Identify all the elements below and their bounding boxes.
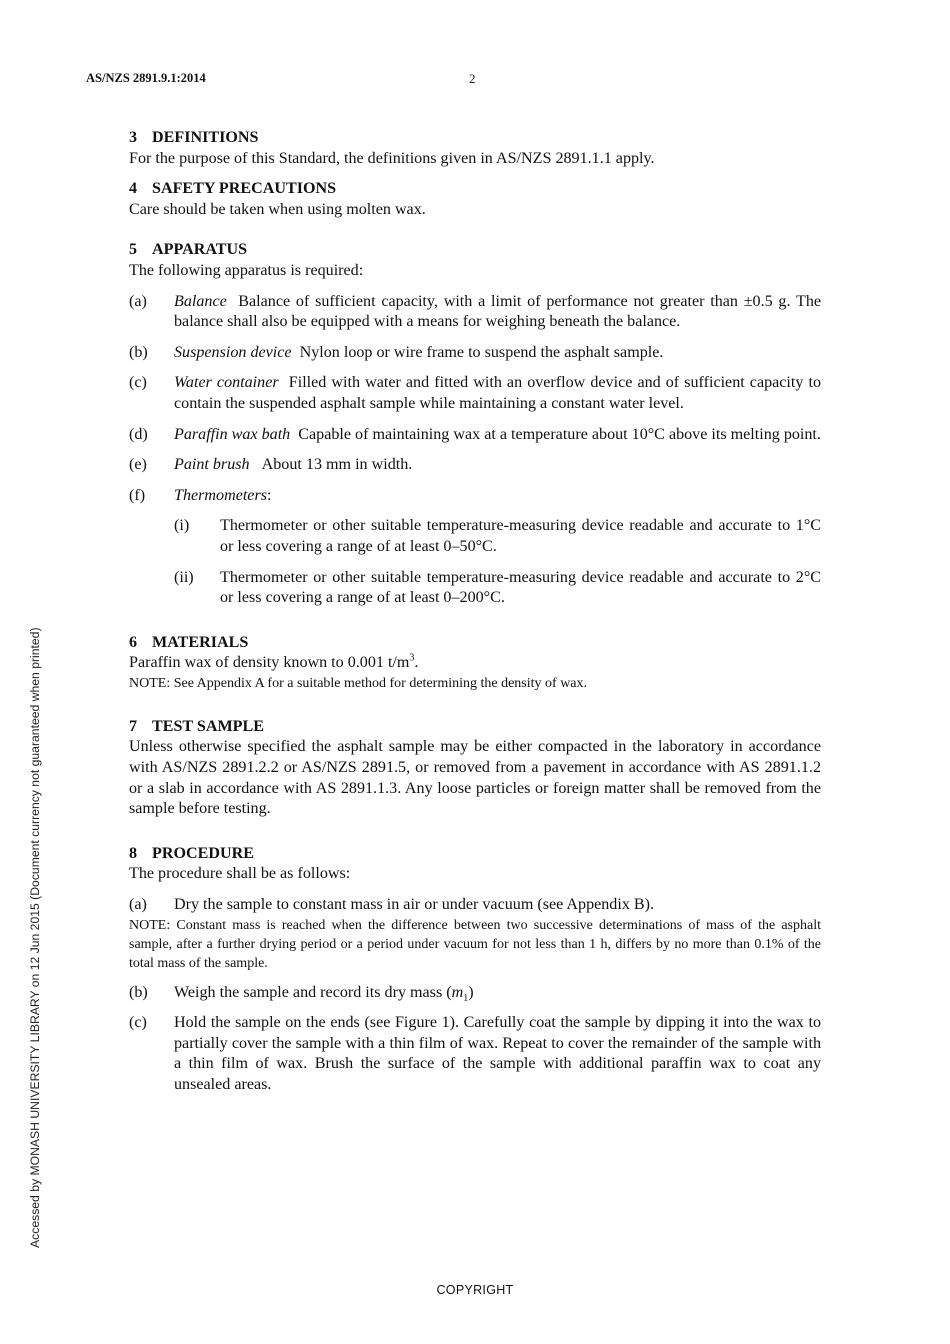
item-label: (f) <box>129 486 146 504</box>
item-body <box>174 455 821 476</box>
sub-item-text: Thermometer or other suitable temperature-measuring device readable and accurate to 1°C or less covering a range of at least 0–50°C. <box>220 517 821 555</box>
item-term: Balance <box>174 292 227 310</box>
item-label: (e) <box>129 456 147 474</box>
list-item <box>129 343 821 364</box>
sub-item-label: (ii) <box>174 568 194 586</box>
section-heading <box>129 128 821 149</box>
item-text: Weigh the sample and record its dry mass ( <box>174 983 452 1001</box>
section-title: SAFETY PRECAUTIONS <box>152 180 337 198</box>
list-item <box>129 1013 821 1095</box>
section-number: 6 <box>129 633 138 651</box>
sub-item-label: (i) <box>174 517 190 535</box>
subscript: 1 <box>463 992 469 1004</box>
section-title: DEFINITIONS <box>152 129 259 146</box>
section-heading <box>129 717 821 738</box>
item-label: (d) <box>129 425 148 443</box>
section-intro: The procedure shall be as follows: <box>129 865 351 883</box>
item-label: (a) <box>129 896 147 914</box>
section-text <box>129 653 821 674</box>
standard-number: AS/NZS 2891.9.1:2014 <box>86 71 206 85</box>
item-term: Water container <box>174 374 279 392</box>
item-term: Paint brush <box>174 456 250 474</box>
item-text: About 13 mm in width. <box>261 456 413 474</box>
item-label: (b) <box>129 983 148 1001</box>
item-body <box>174 373 821 414</box>
sentence-end: . <box>414 654 419 672</box>
item-text: Balance of sufficient capacity, with a limit of performance not greater than ±0.5 g. The balance shall also be equipped with a means for weighing beneath the balance. <box>174 292 822 331</box>
item-body <box>174 983 821 1004</box>
item-body <box>174 292 821 333</box>
item-text: Nylon loop or wire frame to suspend the asphalt sample. <box>299 343 664 361</box>
section-number: 4 <box>129 180 138 198</box>
section-title: APPARATUS <box>152 241 248 259</box>
section-title: MATERIALS <box>152 633 249 651</box>
section-title: TEST SAMPLE <box>152 717 264 735</box>
item-text: Filled with water and fitted with an overflow device and of sufficient capacity to contain the suspended asphalt sample while maintaining a constant water level. <box>174 374 821 412</box>
sub-list-item <box>174 568 821 609</box>
item-label: (c) <box>129 1014 147 1032</box>
item-label: (a) <box>129 292 147 310</box>
list-item <box>129 983 821 1004</box>
section-heading <box>129 179 821 200</box>
item-body <box>174 486 821 507</box>
item-body <box>174 343 821 364</box>
section-number: 8 <box>129 844 138 862</box>
item-term: Paraffin wax bath <box>174 425 291 443</box>
sub-list-item <box>174 516 821 557</box>
page-content <box>129 128 821 1096</box>
superscript: 3 <box>409 652 415 664</box>
footer-copyright: COPYRIGHT <box>436 1283 514 1297</box>
item-text: Capable of maintaining wax at a temperature about 10°C above its melting point. <box>298 425 821 443</box>
section-heading <box>129 844 821 865</box>
section-intro: The following apparatus is required: <box>129 261 364 279</box>
variable: m <box>451 983 464 1001</box>
section-text: Care should be taken when using molten wax. <box>129 200 426 218</box>
access-watermark: Accessed by MONASH UNIVERSITY LIBRARY on 12 Jun 2015 (Document currency not guaranteed when printed) <box>28 627 42 1248</box>
bracket-close: ) <box>468 983 474 1001</box>
item-label: (b) <box>129 343 148 361</box>
item-text: Hold the sample on the ends (see Figure 1). Carefully coat the sample by dipping it into the wax to partially cover the sample with a thin film of wax. Repeat to cover the remainder of the sample with a thin film of wax. Brush the surface of the sample with additional paraffin wax to coat any unsealed areas. <box>174 1014 821 1093</box>
list-item <box>129 486 821 507</box>
section-number: 5 <box>129 241 138 259</box>
item-text: Dry the sample to constant mass in air or under vacuum (see Appendix B). <box>174 896 655 914</box>
section-text: For the purpose of this Standard, the definitions given in AS/NZS 2891.1.1 apply. <box>129 149 655 167</box>
list-item <box>129 373 821 414</box>
item-text: : <box>266 486 272 504</box>
list-item <box>129 455 821 476</box>
note: NOTE: See Appendix A for a suitable method for determining the density of wax. <box>129 675 588 691</box>
list-item <box>129 425 821 446</box>
page-number: 2 <box>469 71 476 86</box>
note: NOTE: Constant mass is reached when the difference between two successive determinations of mass of the asphalt sample, after a further drying period or a period under vacuum for not less than 1 h, differs by no more than 0.1% of the total mass of the sample. <box>129 917 821 971</box>
list-item <box>129 292 821 333</box>
section-number: 7 <box>129 717 138 735</box>
item-label: (c) <box>129 374 147 392</box>
list-item <box>129 895 821 916</box>
materials-text: Paraffin wax of density known to 0.001 t/m <box>129 654 410 672</box>
section-text: Unless otherwise specified the asphalt sample may be either compacted in the laboratory in accordance with AS/NZS 2891.2.2 or AS/NZS 2891.5, or removed from a pavement in accordance with AS 2891.1.2 or a slab in accordance with AS 2891.1.3. Any loose particles or foreign matter shall be removed from the sample before testing. <box>129 738 821 818</box>
section-title: PROCEDURE <box>152 844 254 862</box>
item-body <box>174 425 821 446</box>
sub-item-text: Thermometer or other suitable temperature-measuring device readable and accurate to 2°C or less covering a range of at least 0–200°C. <box>220 568 821 607</box>
section-heading <box>129 633 821 654</box>
section-number: 3 <box>129 129 138 146</box>
item-term: Suspension device <box>174 343 292 361</box>
section-heading <box>129 240 821 261</box>
item-term: Thermometers <box>174 486 267 504</box>
